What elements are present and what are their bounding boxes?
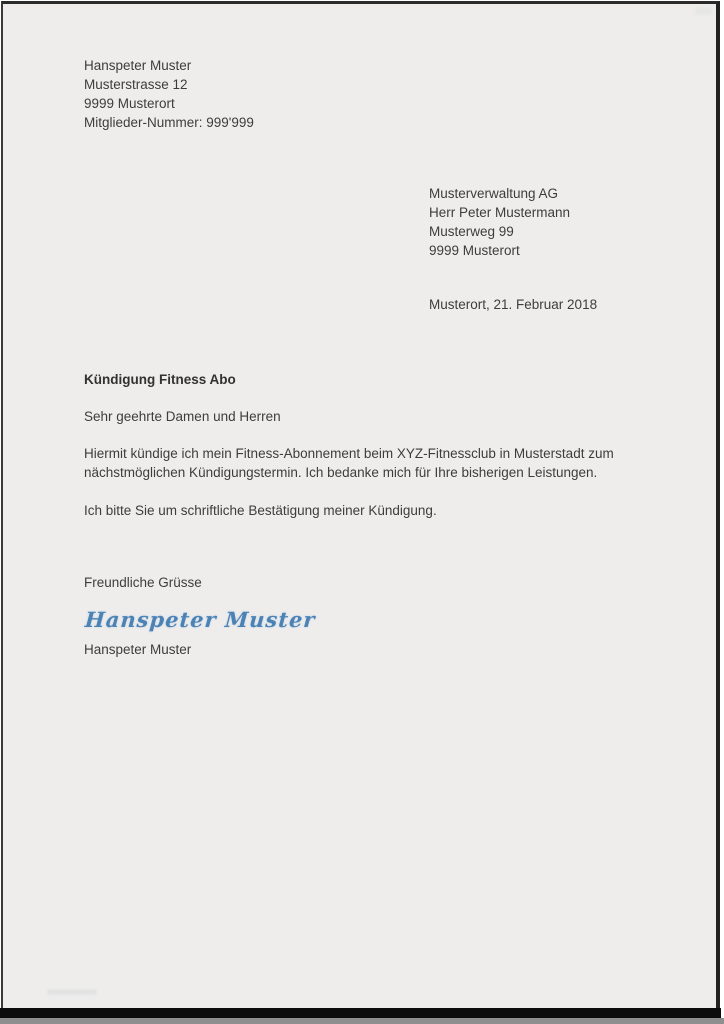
letter-page (1, 1, 720, 1010)
bottom-scan-edge-bar (0, 1008, 721, 1018)
sender-member-number: Mitglieder-Nummer: 999'999 (84, 115, 254, 130)
sender-city: 9999 Musterort (84, 96, 175, 111)
salutation: Sehr geehrte Damen und Herren (84, 409, 281, 424)
body-paragraph-2: Ich bitte Sie um schriftliche Bestätigung meiner Kündigung. (84, 503, 437, 518)
recipient-address-block (429, 184, 570, 260)
sender-street: Musterstrasse 12 (84, 77, 188, 92)
body-paragraph-1-line-1: Hiermit kündige ich mein Fitness-Abonnement beim XYZ-Fitnessclub in Musterstadt zum (84, 446, 614, 461)
subject-line: Kündigung Fitness Abo (84, 372, 236, 387)
recipient-city: 9999 Musterort (429, 243, 520, 258)
body-paragraph-1 (84, 444, 614, 482)
recipient-street: Musterweg 99 (429, 224, 514, 239)
bottom-shadow-strip (0, 1018, 724, 1024)
sender-address-block (84, 56, 254, 132)
closing-line: Freundliche Grüsse (84, 575, 202, 590)
sender-name: Hanspeter Muster (84, 58, 192, 73)
top-right-scan-artifact (695, 7, 712, 15)
footer-watermark-smudge (47, 986, 97, 997)
handwritten-signature: Hanspeter Muster (84, 607, 317, 632)
date-line: Musterort, 21. Februar 2018 (429, 297, 598, 312)
recipient-company: Musterverwaltung AG (429, 186, 559, 201)
recipient-name: Herr Peter Mustermann (429, 205, 571, 220)
body-paragraph-1-line-2: nächstmöglichen Kündigungstermin. Ich bedanke mich für Ihre bisherigen Leistungen. (84, 465, 598, 480)
signer-printed-name: Hanspeter Muster (84, 642, 192, 657)
